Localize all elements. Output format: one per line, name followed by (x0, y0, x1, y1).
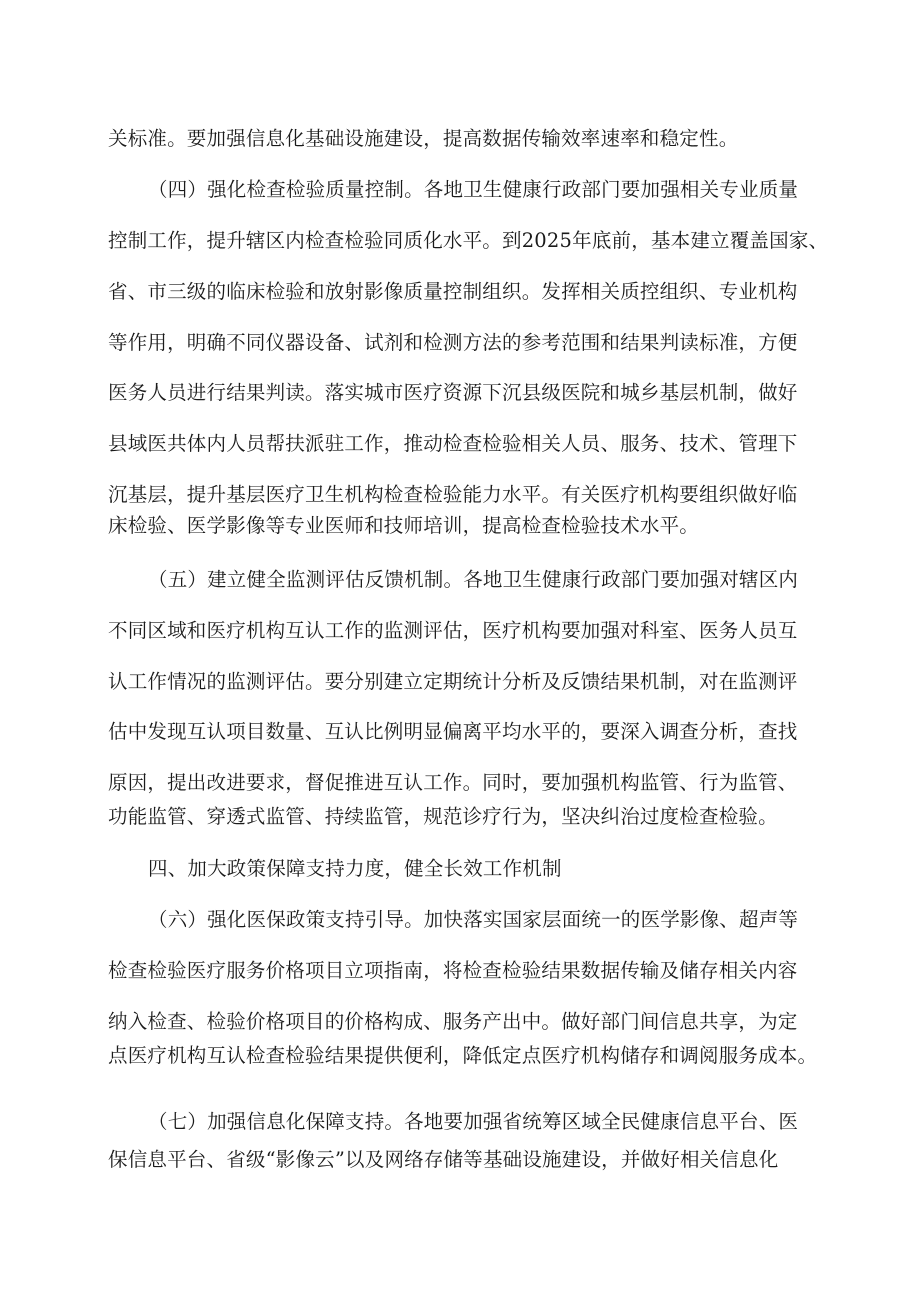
text-line: 控制工作，提升辖区内检查检验同质化水平。到2025年底前，基本建立覆盖国家、 (108, 229, 829, 252)
text-line: 功能监管、穿透式监管、持续监管，规范诊疗行为，坚决纠治过度检查检验。 (108, 805, 778, 828)
text-line: （七）加强信息化保障支持。各地要加强省统筹区域全民健康信息平台、医 (148, 1110, 799, 1133)
section-heading: 四、加大政策保障支持力度，健全长效工作机制 (148, 857, 562, 880)
text-line: （四）强化检查检验质量控制。各地卫生健康行政部门要加强相关专业质量 (148, 178, 799, 201)
text-line: 医务人员进行结果判读。落实城市医疗资源下沉县级医院和城乡基层机制，做好 (108, 381, 798, 404)
text-line: 保信息平台、省级“影像云”以及网络存储等基础设施建设，并做好相关信息化 (108, 1148, 779, 1171)
text-line: 纳入检查、检验价格项目的价格构成、服务产出中。做好部门间信息共享，为定 (108, 1010, 798, 1033)
text-line: 认工作情况的监测评估。要分别建立定期统计分析及反馈结果机制，对在监测评 (108, 670, 798, 693)
text-line: 沉基层，提升基层医疗卫生机构检查检验能力水平。有关医疗机构要组织做好临 (108, 483, 798, 506)
text-line: 省、市三级的临床检验和放射影像质量控制组织。发挥相关质控组织、专业机构 (108, 280, 798, 303)
text-line: （六）强化医保政策支持引导。加快落实国家层面统一的医学影像、超声等 (148, 908, 799, 931)
text-line: 原因，提出改进要求，督促推进互认工作。同时，要加强机构监管、行为监管、 (108, 771, 798, 794)
text-line: 不同区域和医疗机构互认工作的监测评估，医疗机构要加强对科室、医务人员互 (108, 619, 798, 642)
text-line: （五）建立健全监测评估反馈机制。各地卫生健康行政部门要加强对辖区内 (148, 568, 799, 591)
text-line: 检查检验医疗服务价格项目立项指南，将检查检验结果数据传输及储存相关内容 (108, 959, 798, 982)
text-line: 关标准。要加强信息化基础设施建设，提高数据传输效率速率和稳定性。 (108, 127, 739, 150)
text-line: 等作用，明确不同仪器设备、试剂和检测方法的参考范围和结果判读标准，方便 (108, 331, 798, 354)
text-line: 床检验、医学影像等专业医师和技师培训，提高检查检验技术水平。 (108, 514, 700, 537)
text-line: 点医疗机构互认检查检验结果提供便利，降低定点医疗机构储存和调阅服务成本。 (108, 1044, 818, 1067)
text-line: 估中发现互认项目数量、互认比例明显偏离平均水平的，要深入调查分析，查找 (108, 720, 798, 743)
text-line: 县域医共体内人员帮扶派驻工作，推动检查检验相关人员、服务、技术、管理下 (108, 432, 798, 455)
